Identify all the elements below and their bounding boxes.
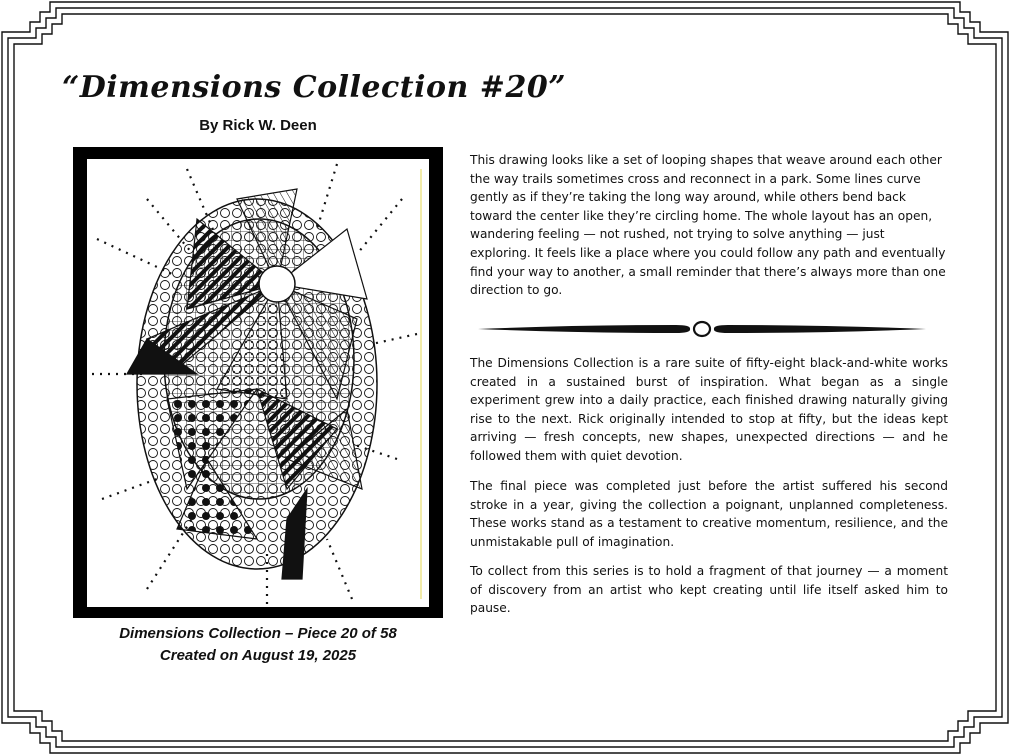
artwork-caption <box>72 623 444 667</box>
caption-creation-date: Created on August 19, 2025 <box>159 647 357 664</box>
abstract-drawing <box>87 159 429 607</box>
ornamental-divider <box>476 318 928 340</box>
artwork-image <box>73 147 443 618</box>
description-paragraph: This drawing looks like a set of looping shapes that weave around each other the way trails sometimes cross and reconnect in a park. Some lines curve gently as if they’re taking the long way around, while others bend back toward the center like they’re circling home. The whole layout has an open, wandering feeling — not rushed, not trying to solve anything — just exploring. It feels like a place where you could follow any path and eventually find your way to another, a small reminder that there’s always more than one direction to go. <box>470 153 946 298</box>
artist-byline: By Rick W. Deen <box>199 117 317 134</box>
caption-piece-number: Dimensions Collection – Piece 20 of 58 <box>119 625 397 642</box>
document-title: “Dimensions Collection #20” <box>62 70 566 105</box>
artwork-mat <box>87 159 429 607</box>
collection-paragraph: The Dimensions Collection is a rare suite of fifty-eight black-and-white works created in a sustained burst of inspiration. What began as a single experiment grew into a daily practice, each finished drawing naturally giving rise to the next. Rick originally intended to stop at fifty, but the ideas kept arriving — fresh concepts, new shapes, unexpected directions — and he followed them with quiet devotion. <box>470 356 948 463</box>
collecting-paragraph: To collect from this series is to hold a fragment of that journey — a moment of discovery from an artist who kept creating until life itself asked him to pause. <box>470 564 948 616</box>
history-paragraph: The final piece was completed just before the artist suffered his second stroke in a year, giving the collection a poignant, unplanned completeness. These works stand as a testament to creative momentum, resilience, and the unmistakable pull of imagination. <box>470 479 948 549</box>
